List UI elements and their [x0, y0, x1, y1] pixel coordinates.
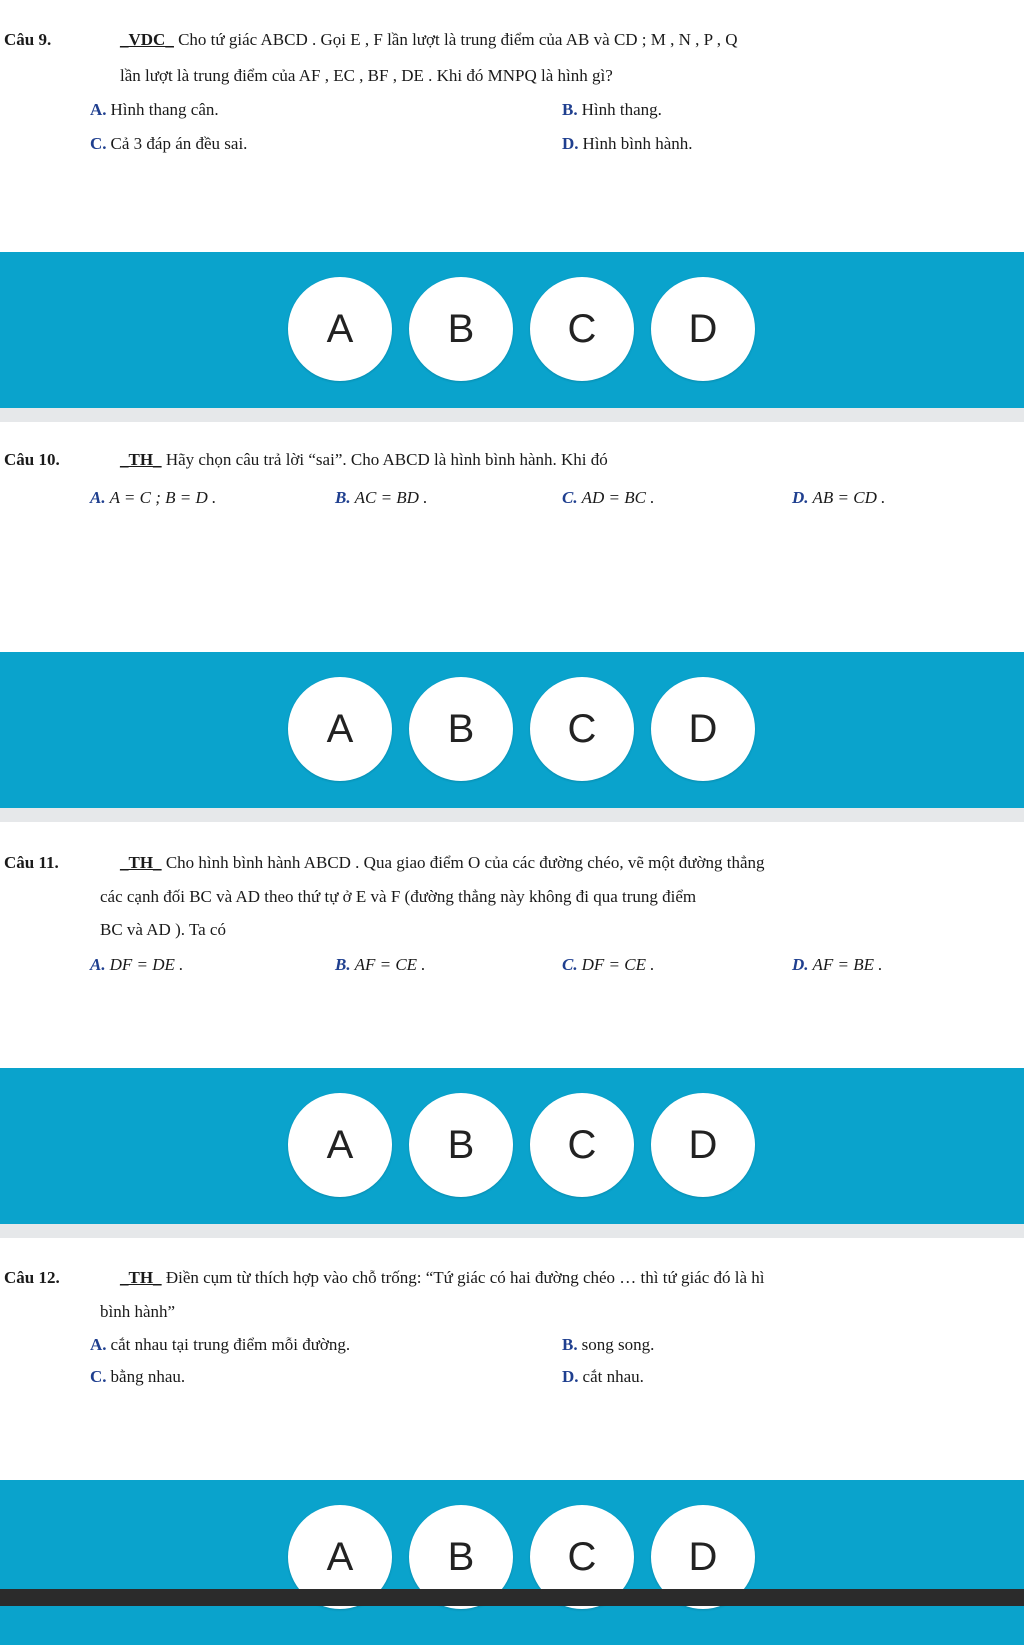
- answer-button-c[interactable]: C: [530, 677, 634, 781]
- question-number: Câu 12.: [4, 1268, 60, 1287]
- question-number: Câu 11.: [4, 853, 59, 872]
- answer-bar-q10: [0, 652, 1024, 822]
- option-b: B. Hình thang.: [562, 100, 662, 119]
- option-c: C. bằng nhau.: [90, 1367, 186, 1386]
- question-number: Câu 9.: [4, 30, 52, 49]
- option-a: A. DF = DE .: [90, 955, 184, 974]
- option-d: D. cắt nhau.: [562, 1367, 644, 1386]
- option-b: B. AC = BD .: [335, 488, 428, 507]
- option-d: D. AB = CD .: [792, 488, 886, 507]
- answer-button-d[interactable]: D: [651, 1093, 755, 1197]
- answer-button-a[interactable]: A: [288, 1505, 392, 1609]
- question-line-1: Hãy chọn câu trả lời “sai”. Cho ABCD là hình bình hành. Khi đó: [165, 450, 608, 469]
- option-d: D. AF = BE .: [792, 955, 883, 974]
- option-a: A. cắt nhau tại trung điểm mỗi đường.: [90, 1335, 351, 1354]
- question-number: Câu 10.: [4, 450, 60, 469]
- question-line-1: Cho tứ giác ABCD . Gọi E , F lần lượt là trung điểm của AB và CD ; M , N , P , Q: [178, 30, 738, 49]
- difficulty-tag: _TH_: [120, 853, 162, 872]
- question-line-1: Điền cụm từ thích hợp vào chỗ trống: “Tứ giác có hai đường chéo … thì tứ giác đó là hì: [165, 1268, 765, 1287]
- option-b: B. song song.: [562, 1335, 655, 1354]
- question-text: [120, 853, 765, 873]
- question-text: [120, 30, 738, 50]
- bottom-edge-bar: [0, 1589, 1024, 1606]
- question-line-2: các cạnh đối BC và AD theo thứ tự ở E và F (đường thẳng này không đi qua trung điểm: [100, 887, 697, 906]
- answer-button-a[interactable]: A: [288, 677, 392, 781]
- question-line-2: lần lượt là trung điểm của AF , EC , BF , DE . Khi đó MNPQ là hình gì?: [120, 66, 613, 85]
- answer-button-b[interactable]: B: [409, 677, 513, 781]
- option-c: C. Cả 3 đáp án đều sai.: [90, 134, 248, 153]
- answer-button-d[interactable]: D: [651, 1505, 755, 1609]
- answer-button-b[interactable]: B: [409, 1505, 513, 1609]
- option-a: A. Hình thang cân.: [90, 100, 219, 119]
- difficulty-tag: _VDC_: [120, 30, 174, 49]
- question-line-1: Cho hình bình hành ABCD . Qua giao điểm O của các đường chéo, vẽ một đường thẳng: [165, 853, 765, 872]
- answer-button-d[interactable]: D: [651, 277, 755, 381]
- answer-button-a[interactable]: A: [288, 277, 392, 381]
- option-c: C. AD = BC .: [562, 488, 655, 507]
- answer-button-c[interactable]: C: [530, 277, 634, 381]
- difficulty-tag: _TH_: [120, 450, 162, 469]
- question-line-3: BC và AD ). Ta có: [100, 920, 226, 939]
- question-text: [120, 1268, 765, 1288]
- difficulty-tag: _TH_: [120, 1268, 162, 1287]
- answer-button-c[interactable]: C: [530, 1505, 634, 1609]
- question-text: [120, 450, 608, 470]
- answer-bar-q11: [0, 1068, 1024, 1238]
- answer-bar-q9: [0, 252, 1024, 422]
- option-c: C. DF = CE .: [562, 955, 655, 974]
- option-b: B. AF = CE .: [335, 955, 426, 974]
- answer-button-d[interactable]: D: [651, 677, 755, 781]
- answer-button-b[interactable]: B: [409, 1093, 513, 1197]
- answer-button-a[interactable]: A: [288, 1093, 392, 1197]
- answer-bar-q12: [0, 1480, 1024, 1645]
- answer-button-c[interactable]: C: [530, 1093, 634, 1197]
- option-d: D. Hình bình hành.: [562, 134, 693, 153]
- option-a: A. A = C ; B = D .: [90, 488, 217, 507]
- question-line-2: bình hành”: [100, 1302, 176, 1321]
- answer-button-b[interactable]: B: [409, 277, 513, 381]
